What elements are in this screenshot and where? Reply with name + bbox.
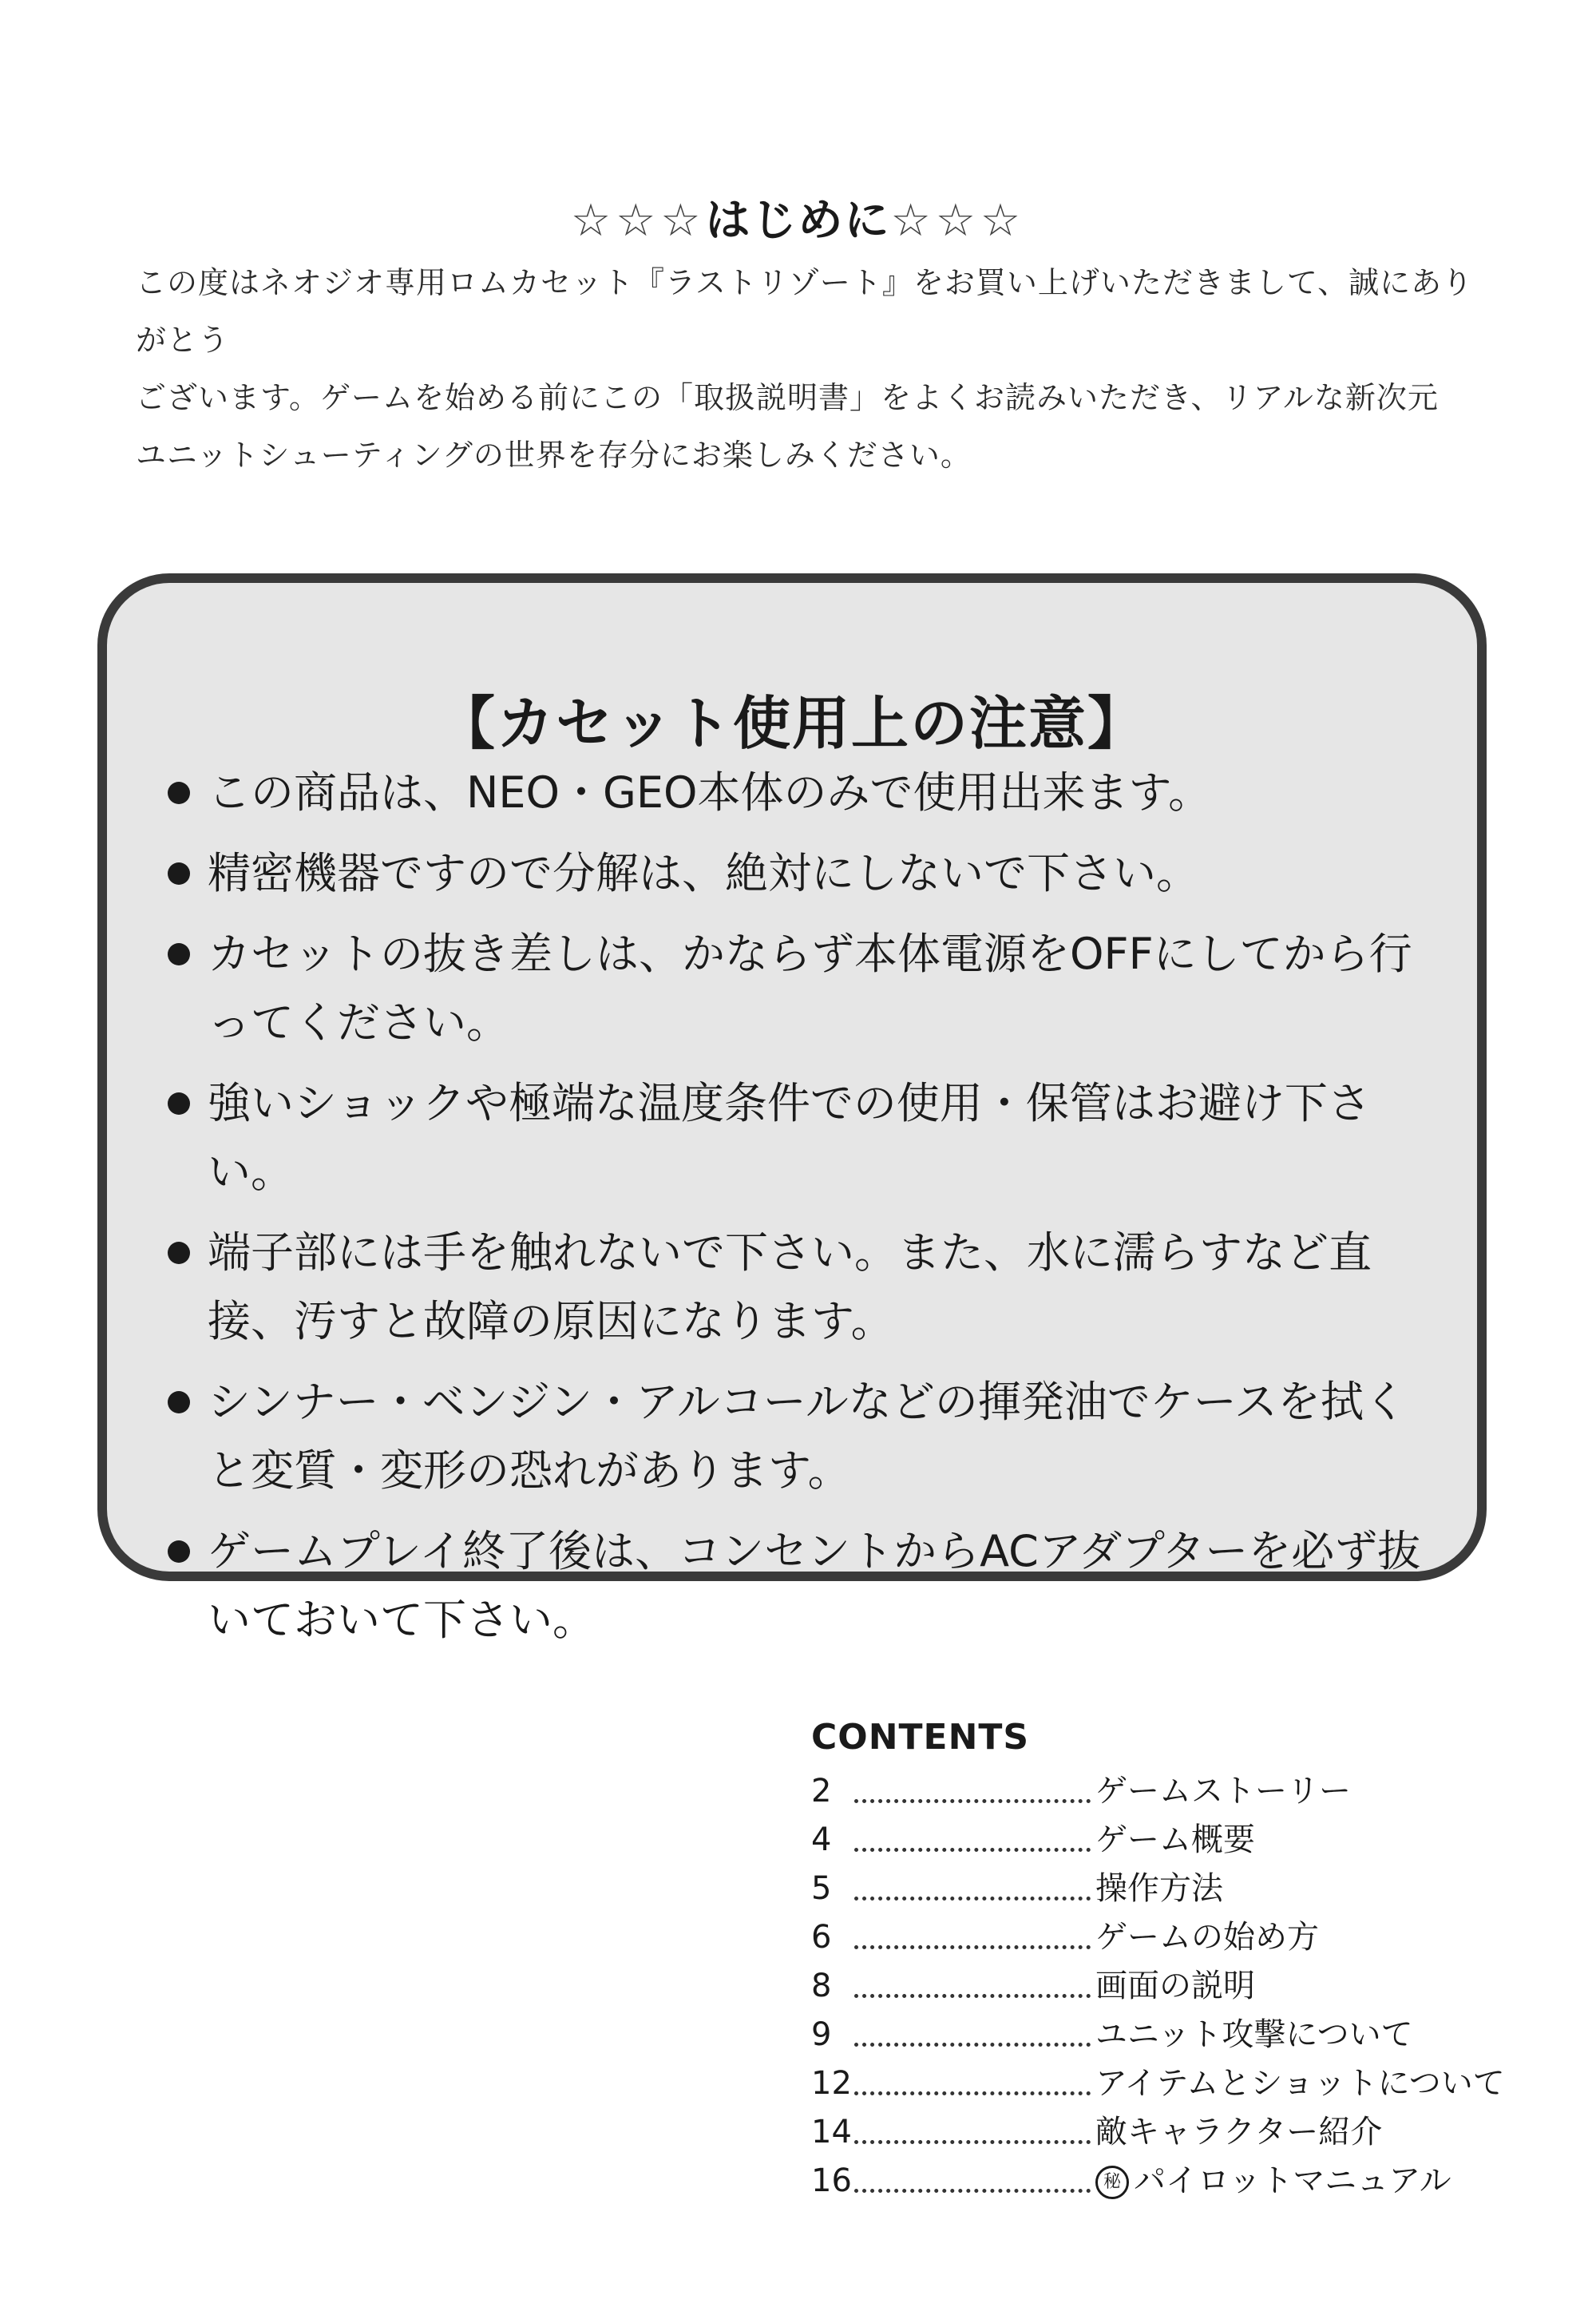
toc-entry[interactable] <box>811 2011 1546 2059</box>
toc-page-number: 5 <box>811 1870 832 1907</box>
toc-page-number: 2 <box>811 1773 832 1809</box>
toc-leader-dots <box>854 2087 1091 2095</box>
toc-page-number: 14 <box>811 2114 852 2150</box>
notice-item <box>168 839 1429 908</box>
bullet-icon <box>168 1391 190 1413</box>
star-decoration-left: ☆☆☆ <box>570 195 706 247</box>
toc-entry[interactable] <box>811 2059 1546 2108</box>
intro-line: ユニットシューティングの世界を存分にお楽しみください。 <box>136 438 972 473</box>
notice-item <box>168 920 1429 1057</box>
notice-item-text: この商品は、NEO・GEO本体のみで使用出来ます。 <box>208 767 1212 818</box>
toc-title: 敵キャラクター紹介 <box>1095 2114 1383 2150</box>
toc-leader-dots <box>854 2135 1091 2144</box>
toc-page-number: 9 <box>811 2016 832 2053</box>
toc-title: ゲームの始め方 <box>1095 1919 1319 1956</box>
cassette-notice-box <box>97 573 1487 1645</box>
bullet-icon <box>168 1092 190 1115</box>
toc-title: 操作方法 <box>1095 1870 1223 1907</box>
notice-item-text: 端子部には手を触れないで下さい。また、水に濡らすなど直接、汚すと故障の原因になります。 <box>208 1227 1372 1346</box>
intro-heading <box>0 185 1596 249</box>
notice-title: 【カセット使用上の注意】 <box>437 690 1147 757</box>
star-decoration-right: ☆☆☆ <box>890 195 1026 247</box>
notice-item <box>168 1219 1429 1356</box>
contents-title: CONTENTS <box>811 1717 1030 1758</box>
toc-entry[interactable] <box>811 1865 1546 1913</box>
bullet-icon <box>168 943 190 965</box>
toc-leader-dots <box>854 1892 1091 1901</box>
toc-leader-dots <box>854 2184 1091 2193</box>
bullet-icon <box>168 782 190 804</box>
toc-page-number: 4 <box>811 1821 832 1858</box>
notice-item <box>168 1517 1429 1655</box>
notice-item <box>168 1069 1429 1207</box>
toc-entry[interactable] <box>811 2157 1546 2206</box>
toc-page-number: 16 <box>811 2162 852 2199</box>
notice-item-text: ゲームプレイ終了後は、コンセントからACアダプターを必ず抜いておいて下さい。 <box>208 1526 1421 1645</box>
notice-item-text: シンナー・ベンジン・アルコールなどの揮発油でケースを拭くと変質・変形の恐れがあります。 <box>208 1377 1408 1496</box>
bullet-icon <box>168 862 190 885</box>
toc-title: ユニット攻撃について <box>1095 2016 1413 2053</box>
toc-leader-dots <box>854 1989 1091 1998</box>
toc-title: ゲーム概要 <box>1095 1821 1255 1858</box>
toc-title: ゲームストーリー <box>1095 1773 1351 1809</box>
toc-entry[interactable] <box>811 1767 1546 1816</box>
secret-mark-icon: 秘 <box>1095 2166 1129 2199</box>
notice-list <box>168 759 1429 1667</box>
toc-page-number: 6 <box>811 1919 832 1956</box>
intro-paragraph <box>136 254 1477 484</box>
toc-entry[interactable] <box>811 1962 1546 2011</box>
toc-entry[interactable] <box>811 1913 1546 1962</box>
intro-line: この度はネオジオ専用ロムカセット『ラストリゾート』をお買い上げいただきまして、誠にありがとう <box>136 265 1474 358</box>
toc-page-number: 8 <box>811 1968 832 2004</box>
bullet-icon <box>168 1540 190 1563</box>
toc-leader-dots <box>854 1940 1091 1949</box>
notice-item <box>168 759 1429 827</box>
toc-entry[interactable] <box>811 2108 1546 2157</box>
toc-leader-dots <box>854 2038 1091 2047</box>
notice-item-text: 精密機器ですので分解は、絶対にしないで下さい。 <box>208 848 1199 898</box>
toc-title: アイテムとショットについて <box>1095 2065 1505 2102</box>
bullet-icon <box>168 1242 190 1264</box>
notice-item <box>168 1368 1429 1505</box>
notice-item-text: カセットの抜き差しは、かならず本体電源をOFFにしてから行ってください。 <box>208 929 1412 1048</box>
toc-title: 画面の説明 <box>1095 1968 1255 2004</box>
toc-title-text: パイロットマニュアル <box>1134 2162 1451 2199</box>
notice-item-text: 強いショックや極端な温度条件での使用・保管はお避け下さい。 <box>208 1078 1371 1197</box>
toc-leader-dots <box>854 1843 1091 1852</box>
toc-page-number: 12 <box>811 2065 852 2102</box>
table-of-contents <box>811 1717 1546 2206</box>
toc-leader-dots <box>854 1794 1091 1803</box>
toc-entry[interactable] <box>811 1816 1546 1865</box>
toc-title <box>1095 2157 1451 2206</box>
intro-heading-text: はじめに <box>705 195 891 247</box>
intro-line: ございます。ゲームを始める前にこの「取扱説明書」をよくお読みいただき、リアルな新次元 <box>136 380 1439 415</box>
